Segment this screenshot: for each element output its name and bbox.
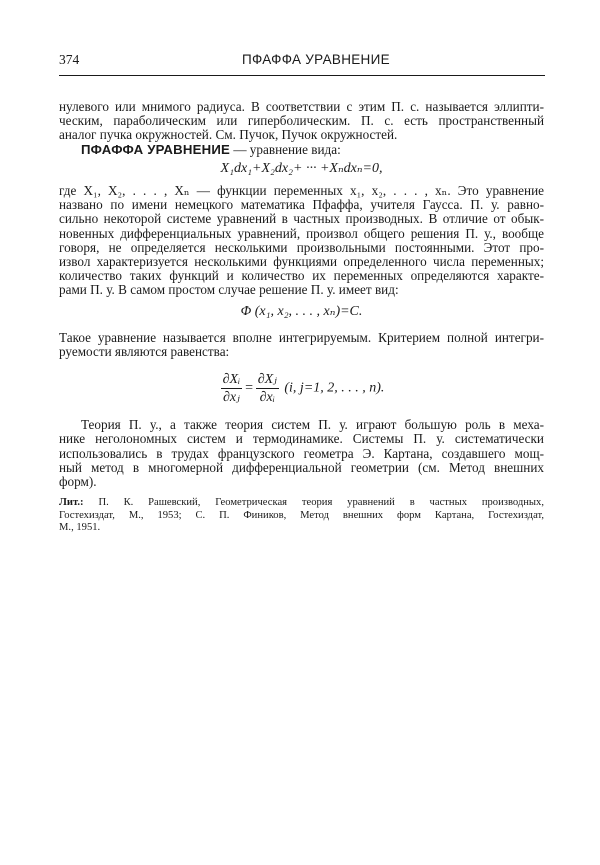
solution-formula: Φ (x₁, x₂, . . . , xₙ)=C.	[240, 303, 363, 319]
fraction-numerator: ∂Xⱼ	[257, 372, 277, 388]
references-label: Лит.:	[59, 497, 84, 509]
references	[59, 497, 544, 534]
text-line: нулевого или мнимого радиуса. В соответствии с этим П. с. называется эллипти-	[59, 100, 544, 114]
text-line: Теория П. у., а также теория систем П. у. играют большую роль в меха-	[81, 418, 544, 433]
fraction-lhs	[221, 371, 243, 406]
fraction-rhs	[256, 371, 279, 406]
paragraph-definition	[59, 184, 544, 298]
fraction-numerator: ∂Xᵢ	[222, 372, 241, 388]
text-line: новенных дифференциальных уравнений, произвол общего решения П. у., вообще	[59, 226, 544, 241]
reference-line: Гостехиздат, М., 1953; С. П. Фиников, Метод внешних форм Картана, Гостехиздат,	[59, 509, 544, 521]
text-line: руемости являются равенства:	[59, 345, 230, 360]
reference-line: М., 1951.	[59, 522, 101, 534]
equals-sign: =	[244, 380, 254, 396]
text-line: ческим, параболическим или гиперболическим. П. с. есть пространственный	[59, 114, 544, 129]
text-line: говоря, не определяется несколькими произвольными постоянными. Этот про-	[59, 240, 544, 255]
text-line: количество таких функций и количество их переменных определяются характе-	[59, 269, 544, 284]
text-line: сильно некоторой системе уравнений в частных производных. В отличие от обык-	[59, 212, 544, 227]
paragraph-continuation	[59, 100, 544, 143]
header-rule	[59, 75, 545, 76]
article-body	[59, 100, 544, 534]
text-line: нике неголономных систем и термодинамике. Системы П. у. систематически	[59, 432, 544, 447]
text-line: рами П. у. В самом простом случае решение П. у. имеет вид:	[59, 283, 399, 298]
entry-headword: ПФАФФА УРАВНЕНИЕ	[81, 142, 231, 157]
running-title: ПФАФФА УРАВНЕНИЕ	[242, 52, 390, 67]
index-condition: (i, j=1, 2, . . . , n).	[280, 380, 385, 396]
integrability-formula	[59, 371, 544, 406]
paragraph-applications	[59, 418, 544, 489]
text-line: ный метод в многомерной дифференциальной геометрии (см. Метод внешних	[59, 460, 544, 475]
fraction-denominator: ∂xᵢ	[259, 390, 275, 406]
text-line: Такое уравнение называется вполне интегрируемым. Критерием полной интегри-	[59, 330, 544, 345]
text-line: названо по имени немецкого математика Пфаффа, учителя Гаусса. П. у. равно-	[59, 198, 544, 213]
pfaff-equation-formula: X₁dx₁+X₂dx₂+ ··· +Xₙdxₙ=0,	[220, 160, 383, 176]
page-number: 374	[59, 52, 80, 67]
text-line: извол характеризуется несколькими функциями определенного числа переменных;	[59, 255, 544, 270]
text-line: использовались в трудах французского геометра Э. Картана, создавшего мощ-	[59, 446, 544, 461]
reference-text: П. К. Рашевский, Геометрическая теория уравнений в частных производных,	[83, 497, 544, 509]
entry-heading-line	[59, 143, 544, 157]
paragraph-integrability	[59, 331, 544, 359]
reference-line	[59, 497, 544, 509]
entry-intro: — уравнение вида:	[230, 142, 341, 157]
text-line: где X₁, X₂, . . . , Xₙ — функции переменных x₁, x₂, . . . , xₙ. Это уравнение	[59, 184, 544, 199]
fraction-denominator: ∂xⱼ	[222, 390, 240, 406]
text-line: форм).	[59, 475, 97, 490]
page-header	[59, 48, 544, 72]
text-line: аналог пучка окружностей. См. Пучок, Пучок окружностей.	[59, 128, 398, 143]
